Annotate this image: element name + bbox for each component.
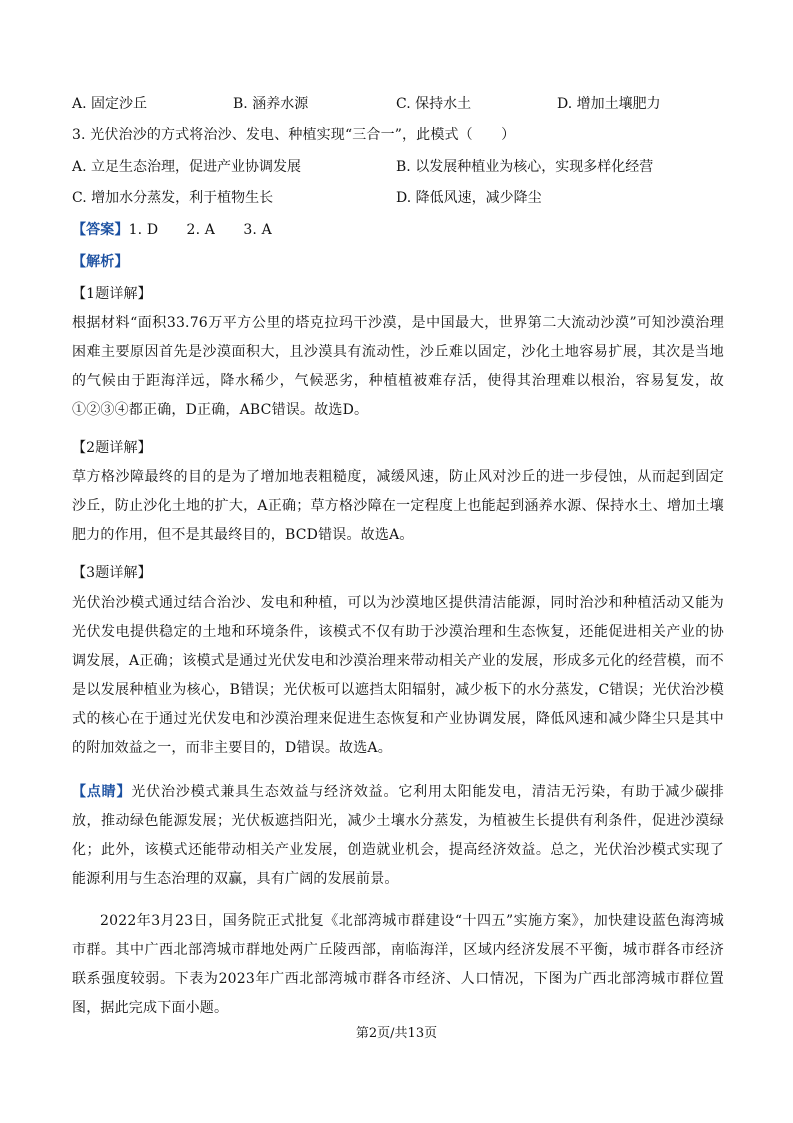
q3-option-b: B. 以发展种植业为核心，实现多样化经营 — [396, 159, 654, 175]
q3-option-c: C. 增加水分蒸发，利于植物生长 — [72, 190, 274, 206]
detail1-text: 根据材料“面积33.76万平方公里的塔克拉玛干沙漠，是中国最大，世界第二大流动沙漠”可知沙漠治理困难主要原因首先是沙漠面积大，且沙漠具有流动性，沙丘难以固定，沙化土地容易扩展，其次是当地的气候由于距海洋远，降水稀少，气候恶劣，种植植被难存活，使得其治理难以根治，容易复发，故①②③④都正确，D正确，ABC错误。故选D。 — [72, 315, 724, 418]
q3-stem: 3. 光伏治沙的方式将治沙、发电、种植实现“三合一”，此模式（ ） — [72, 127, 516, 143]
detail3-tag: 【3题详解】 — [72, 565, 152, 581]
page-number: 第2页/共13页 — [355, 1026, 438, 1041]
q2-option-c: C. 保持水土 — [396, 96, 472, 112]
detail3-text: 光伏治沙模式通过结合治沙、发电和种植，可以为沙漠地区提供清洁能源，同时治沙和种植活动又能为光伏发电提供稳定的土地和环境条件，该模式不仅有助于沙漠治理和生态恢复，还能促进相关产业的协调发展，A正确；该模式是通过光伏发电和沙漠治理来带动相关产业的发展，形成多元化的经营模，而不是以发展种植业为核心，B错误；光伏板可以遮挡太阳辐射，减少板下的水分蒸发，C错误；光伏治沙模式的核心在于通过光伏发电和沙漠治理来促进生态恢复和产业协调发展，降低风速和减少降尘只是其中的附加效益之一，而非主要目的，D错误。故选A。 — [72, 595, 724, 756]
q2-option-b: B. 涵养水源 — [233, 96, 309, 112]
answer-line — [72, 220, 722, 240]
analysis-tag: 【解析】 — [72, 254, 129, 270]
detail2-tag: 【2题详解】 — [72, 440, 152, 456]
answer-tag: 【答案】 — [72, 222, 129, 238]
tip-text: 光伏治沙模式兼具生态效益与经济效益。它利用太阳能发电，清洁无污染，有助于减少碳排放，推动绿色能源发展；光伏板遮挡阳光，减少土壤水分蒸发，为植被生长提供有利条件，促进沙漠绿化；此外，该模式还能带动相关产业发展，创造就业机会，提高经济效益。总之，光伏治沙模式实现了能源利用与生态治理的双赢，具有广阔的发展前景。 — [72, 784, 724, 887]
q2-option-a: A. 固定沙丘 — [72, 96, 148, 112]
tip-tag: 【点睛】 — [72, 784, 132, 800]
tip-block — [72, 778, 724, 894]
answer-text: 1. D 2. A 3. A — [128, 222, 272, 238]
detail1-tag: 【1题详解】 — [72, 286, 152, 302]
q2-option-d: D. 增加土壤肥力 — [557, 96, 661, 112]
q3-option-d: D. 降低风速，减少降尘 — [396, 190, 542, 206]
q3-option-a: A. 立足生态治理，促进产业协调发展 — [72, 159, 302, 175]
next-intro: 2022年3月23日，国务院正式批复《北部湾城市群建设“十四五”实施方案》，加快建设蓝色海湾城市群。其中广西北部湾城市群地处两广丘陵西部，南临海洋，区域内经济发展不平衡，城市群各市经济联系强度较弱。下表为2023年广西北部湾城市群各市经济、人口情况，下图为广西北部湾城市群位置图，据此完成下面小题。 — [72, 913, 724, 1016]
detail2-text: 草方格沙障最终的目的是为了增加地表粗糙度，减缓风速，防止风对沙丘的进一步侵蚀，从而起到固定沙丘，防止沙化土地的扩大，A正确；草方格沙障在一定程度上也能起到涵养水源、保持水土、增加土壤肥力的作用，但不是其最终目的，BCD错误。故选A。 — [72, 469, 724, 543]
